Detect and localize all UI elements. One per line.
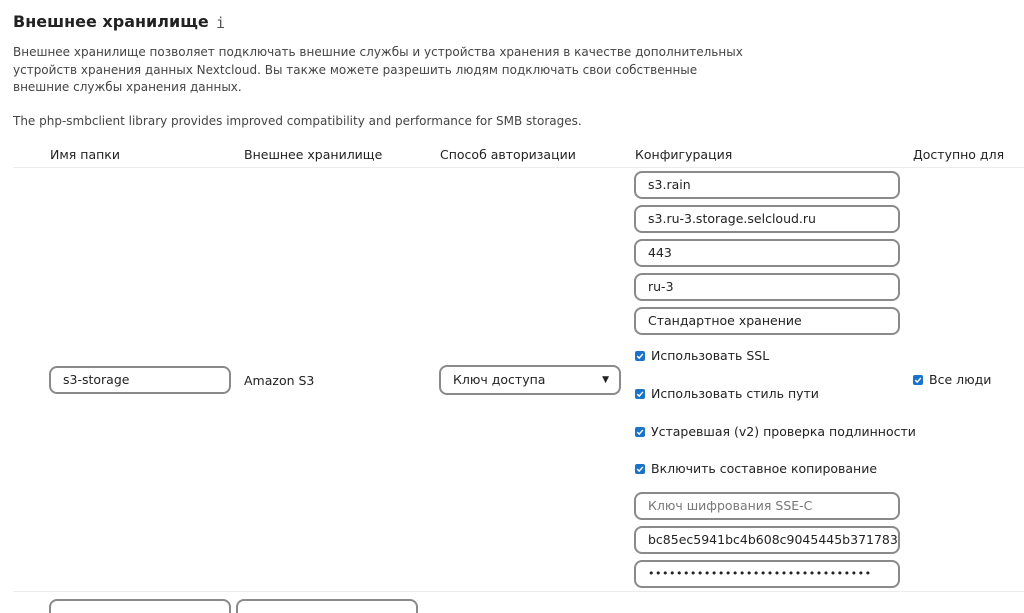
hostname-input[interactable]: s3.ru-3.storage.selcloud.ru bbox=[634, 205, 900, 233]
secret-key-input[interactable]: •••••••••••••••••••••••••••••••• bbox=[634, 560, 900, 588]
backend-name: Amazon S3 bbox=[244, 373, 315, 388]
bucket-input[interactable]: s3.rain bbox=[634, 171, 900, 199]
use-path-style-label: Использовать стиль пути bbox=[651, 386, 819, 401]
legacy-auth-checkbox[interactable] bbox=[635, 424, 916, 439]
column-header-external-storage: Внешнее хранилище bbox=[244, 147, 383, 162]
available-for-checkbox[interactable] bbox=[913, 372, 991, 387]
chevron-down-icon: ▼ bbox=[602, 375, 609, 385]
smb-note: The php-smbclient library provides improved compatibility and performance for SMB storages. bbox=[13, 114, 582, 128]
port-input[interactable]: 443 bbox=[634, 239, 900, 267]
new-backend-select[interactable] bbox=[236, 599, 418, 613]
folder-name-input[interactable]: s3-storage bbox=[49, 366, 231, 394]
access-key-input[interactable]: bc85ec5941bc4b608c9045445b371783 bbox=[634, 526, 900, 554]
column-header-folder-name: Имя папки bbox=[50, 147, 120, 162]
column-header-auth-method: Способ авторизации bbox=[440, 147, 576, 162]
section-description: Внешнее хранилище позволяет подключать внешние службы и устройства хранения в качестве дополнительных устройств хранения данных Nextcloud. Вы также можете разрешить людям подключать свои собственные внешние службы хранения данных. bbox=[13, 45, 743, 94]
use-ssl-label: Использовать SSL bbox=[651, 348, 770, 363]
table-row-divider bbox=[13, 591, 1024, 592]
use-ssl-checkbox[interactable] bbox=[635, 348, 769, 363]
checkbox-checked-icon bbox=[913, 375, 923, 385]
use-path-style-checkbox[interactable] bbox=[635, 386, 819, 401]
column-header-available-for: Доступно для bbox=[913, 147, 1005, 162]
table-header-divider bbox=[13, 167, 1024, 168]
multipart-copy-label: Включить составное копирование bbox=[651, 461, 878, 476]
checkbox-checked-icon bbox=[635, 464, 645, 474]
checkbox-checked-icon bbox=[635, 351, 645, 361]
column-header-configuration: Конфигурация bbox=[635, 147, 733, 162]
checkbox-checked-icon bbox=[635, 427, 645, 437]
sse-c-key-input[interactable]: Ключ шифрования SSE-C bbox=[634, 492, 900, 520]
auth-method-select[interactable] bbox=[439, 365, 621, 395]
storage-class-input[interactable]: Стандартное хранение bbox=[634, 307, 900, 335]
available-for-label: Все люди bbox=[929, 372, 992, 387]
new-folder-name-input[interactable] bbox=[49, 599, 231, 613]
page-title: Внешнее хранилище bbox=[13, 12, 209, 31]
multipart-copy-checkbox[interactable] bbox=[635, 461, 877, 476]
legacy-auth-label: Устаревшая (v2) проверка подлинности bbox=[651, 424, 916, 439]
checkbox-checked-icon bbox=[635, 389, 645, 399]
region-input[interactable]: ru-3 bbox=[634, 273, 900, 301]
info-icon[interactable]: i bbox=[216, 14, 226, 32]
auth-method-selected: Ключ доступа bbox=[453, 372, 546, 387]
